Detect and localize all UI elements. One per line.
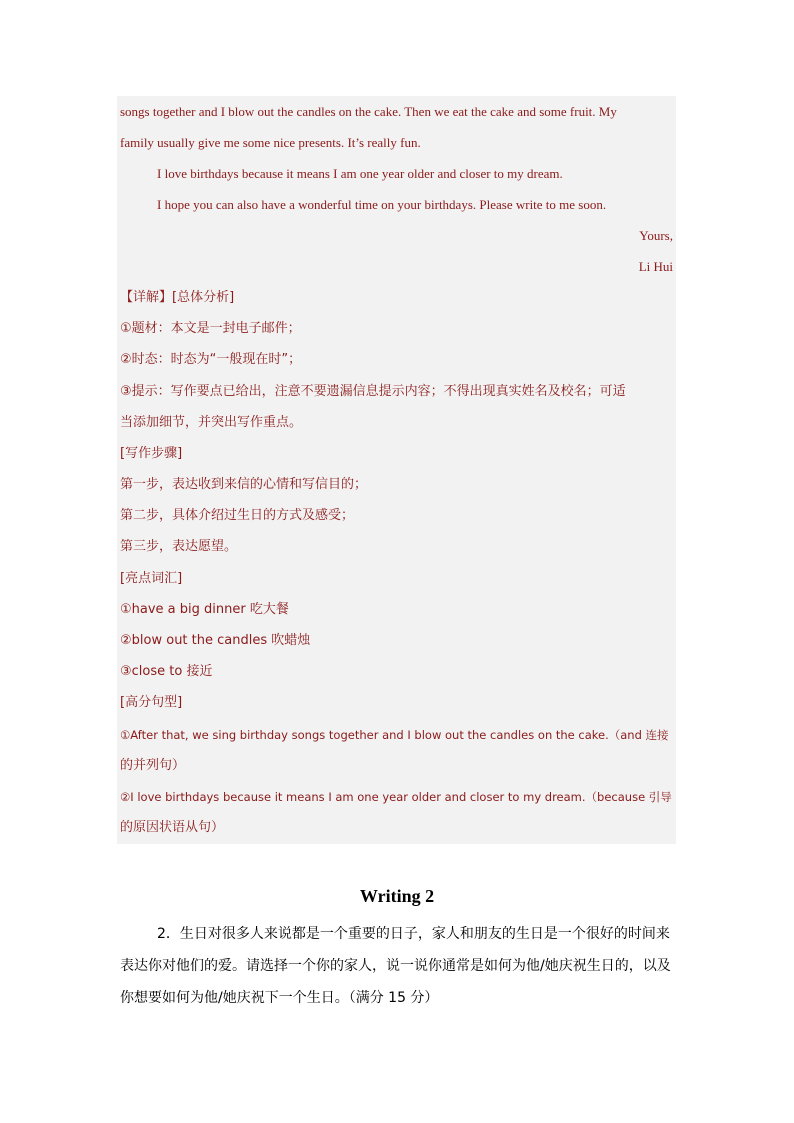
- analysis-item-3a: ③提示：写作要点已给出，注意不要遗漏信息提示内容；不得出现真实姓名及校名；可适: [120, 384, 626, 399]
- analysis-item-1: ①题材：本文是一封电子邮件；: [120, 321, 301, 336]
- sentence-2a: ②I love birthdays because it means I am one year older and closer to my dream.（because 引导: [120, 790, 672, 804]
- essay-line-2: family usually give me some nice presents. It’s really fun.: [120, 135, 421, 150]
- essay-line-1: songs together and I blow out the candles on the cake. Then we eat the cake and some fruit. My: [120, 104, 617, 119]
- question-line-3: 你想要如何为他/她庆祝下一个生日。（满分 15 分）: [120, 990, 439, 1006]
- sentence-header: [高分句型]: [120, 695, 183, 710]
- sentence-2b: 的原因状语从句）: [120, 820, 225, 835]
- steps-header: [写作步骤]: [120, 446, 183, 461]
- question-line-2: 表达你对他们的爱。请选择一个你的家人，说一说你通常是如何为他/她庆祝生日的，以及: [120, 958, 671, 974]
- letter-signature: Li Hui: [638, 259, 673, 274]
- vocab-2: ②blow out the candles 吹蜡烛: [120, 633, 311, 648]
- question-line-1: 2．生日对很多人来说都是一个重要的日子，家人和朋友的生日是一个很好的时间来: [157, 926, 670, 942]
- letter-closing: Yours,: [639, 228, 673, 243]
- vocab-3: ③close to 接近: [120, 664, 213, 679]
- step-1: 第一步，表达收到来信的心情和写信目的；: [120, 477, 368, 492]
- analysis-header: 【详解】[总体分析]: [120, 290, 235, 305]
- step-3: 第三步，表达愿望。: [120, 539, 238, 554]
- step-2: 第二步，具体介绍过生日的方式及感受；: [120, 508, 355, 523]
- vocab-1: ①have a big dinner 吃大餐: [120, 602, 289, 617]
- sentence-1a: ①After that, we sing birthday songs together and I blow out the candles on the cake.（and 连接: [120, 728, 669, 742]
- analysis-item-2: ②时态：时态为“一般现在时”；: [120, 352, 302, 367]
- section-title: Writing 2: [359, 886, 435, 906]
- essay-line-4: I hope you can also have a wonderful time on your birthdays. Please write to me soon.: [157, 197, 607, 212]
- vocab-header: [亮点词汇]: [120, 571, 183, 586]
- sentence-1b: 的并列句）: [120, 758, 186, 773]
- essay-line-3: I love birthdays because it means I am one year older and closer to my dream.: [157, 166, 563, 181]
- analysis-item-3b: 当添加细节，并突出写作重点。: [120, 415, 303, 430]
